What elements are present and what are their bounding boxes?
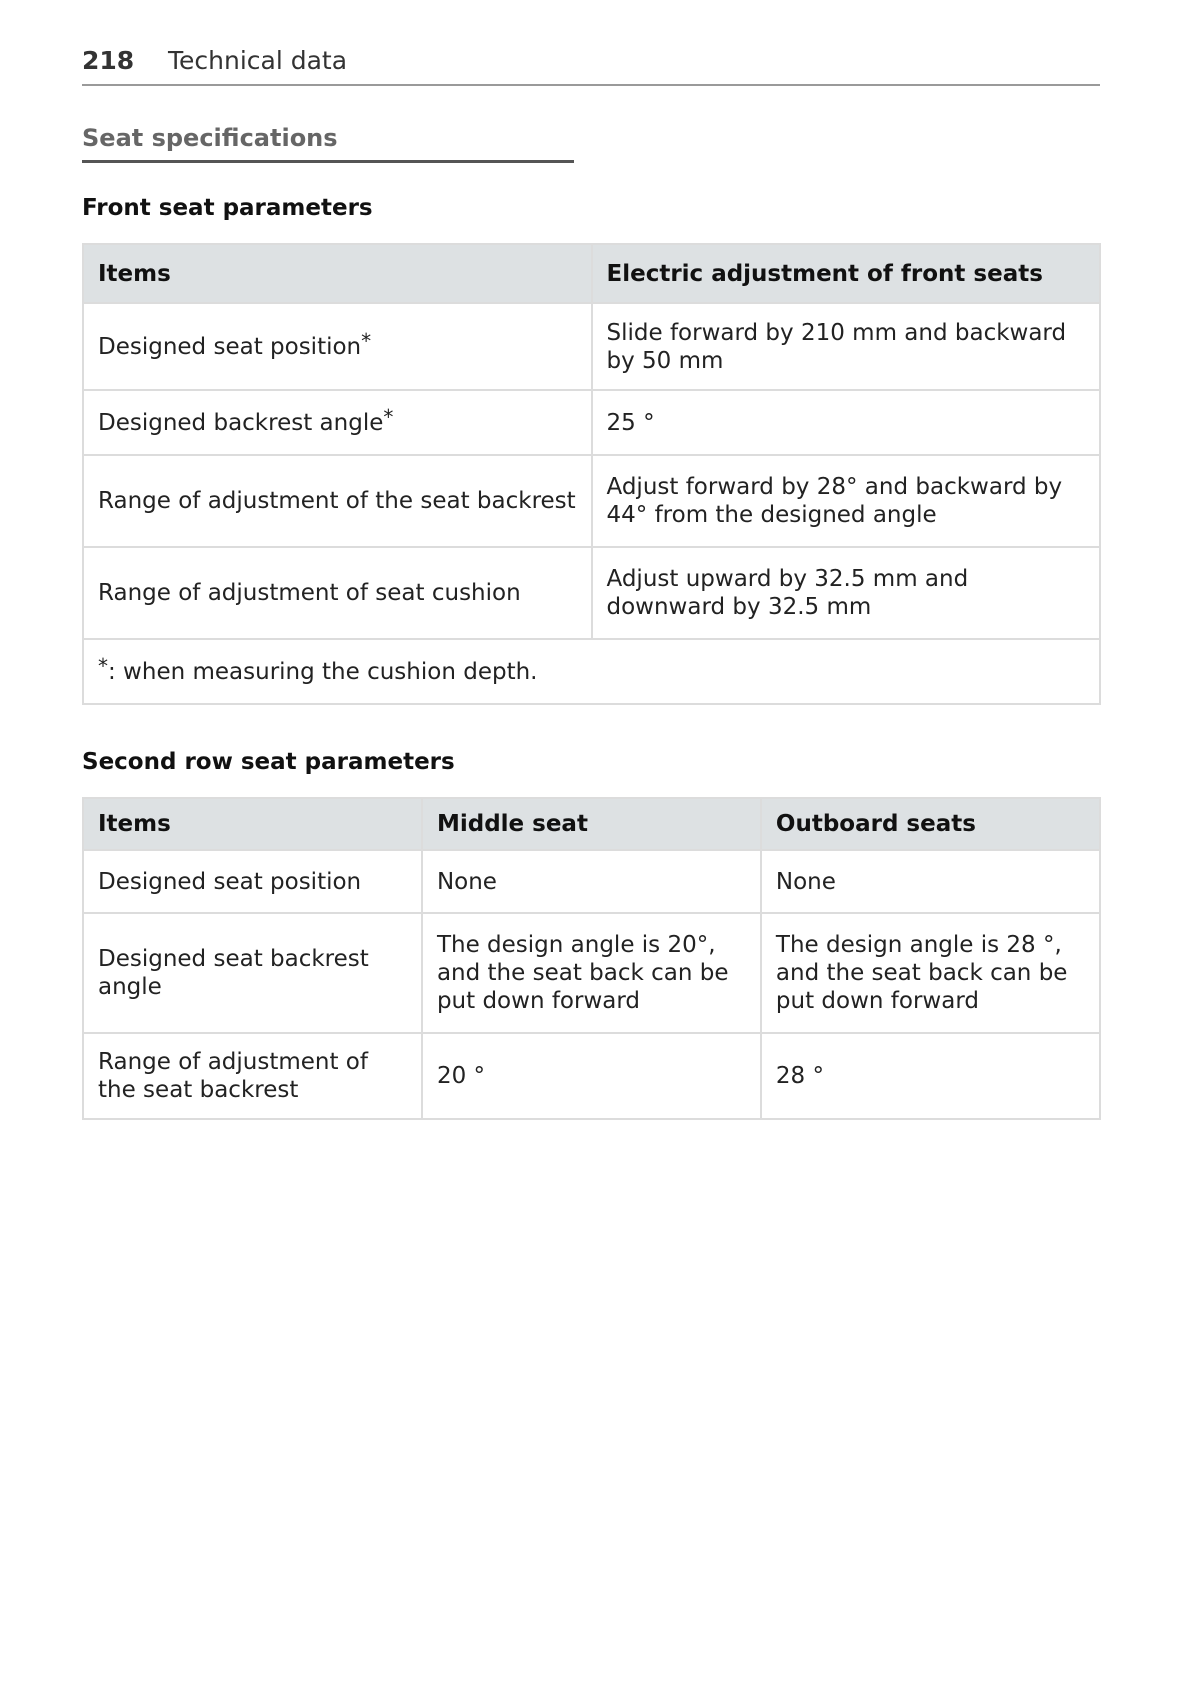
footnote-cell: [83, 639, 1100, 704]
table-header-row: [83, 244, 1100, 303]
section-title: Seat specifications: [82, 124, 574, 163]
row-item-cell: Range of adjustment of seat cushion: [83, 547, 592, 639]
header-section-name: Technical data: [168, 46, 348, 75]
row-item-cell: Designed seat position: [83, 850, 422, 913]
table-row: [83, 303, 1100, 390]
row-item-cell: Designed seat backrest angle: [83, 913, 422, 1033]
outboard-seats-cell: 28 °: [761, 1033, 1100, 1119]
footnote-row: [83, 639, 1100, 704]
row-value-cell: Slide forward by 210 mm and backward by 50 mm: [592, 303, 1101, 390]
table-row: [83, 1033, 1100, 1119]
row-item-label: Designed seat position: [98, 333, 362, 360]
table-row: [83, 547, 1100, 639]
row-item-label: Designed backrest angle: [98, 409, 384, 436]
outboard-seats-cell: None: [761, 850, 1100, 913]
row-item-cell: [83, 303, 592, 390]
asterisk-marker: *: [383, 404, 394, 429]
column-header-middle-seat: Middle seat: [422, 798, 761, 850]
page-header: [82, 44, 1100, 86]
second-row-table-title: Second row seat parameters: [82, 749, 455, 775]
row-item-cell: Range of adjustment of the seat backrest: [83, 455, 592, 547]
page-number: 218: [82, 46, 135, 75]
footnote-text: : when measuring the cushion depth.: [108, 658, 538, 685]
second-row-seat-table: [82, 797, 1101, 1120]
outboard-seats-cell: The design angle is 28 °, and the seat back can be put down forward: [761, 913, 1100, 1033]
table-header-row: [83, 798, 1100, 850]
table-row: [83, 913, 1100, 1033]
middle-seat-cell: None: [422, 850, 761, 913]
column-header-items: Items: [83, 798, 422, 850]
asterisk-marker: *: [361, 328, 372, 353]
front-seat-table: [82, 243, 1101, 705]
row-value-cell: Adjust upward by 32.5 mm and downward by 32.5 mm: [592, 547, 1101, 639]
middle-seat-cell: The design angle is 20°, and the seat back can be put down forward: [422, 913, 761, 1033]
column-header-outboard-seats: Outboard seats: [761, 798, 1100, 850]
row-value-cell: 25 °: [592, 390, 1101, 455]
table-row: [83, 455, 1100, 547]
column-header-electric-adjustment: Electric adjustment of front seats: [592, 244, 1101, 303]
front-table-title: Front seat parameters: [82, 195, 373, 221]
table-row: [83, 390, 1100, 455]
footnote-asterisk: *: [98, 653, 108, 678]
row-item-cell: [83, 390, 592, 455]
row-value-cell: Adjust forward by 28° and backward by 44° from the designed angle: [592, 455, 1101, 547]
column-header-items: Items: [83, 244, 592, 303]
row-item-cell: Range of adjustment of the seat backrest: [83, 1033, 422, 1119]
middle-seat-cell: 20 °: [422, 1033, 761, 1119]
table-row: [83, 850, 1100, 913]
